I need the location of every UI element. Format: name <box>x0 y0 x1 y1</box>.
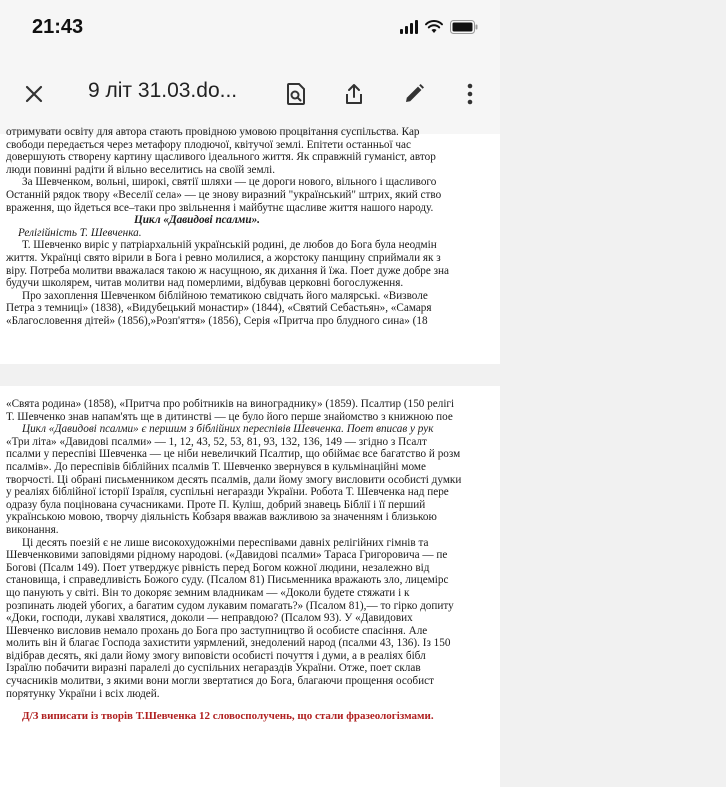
text-line: молить він й благає Господа захистити уярмлений, знедолений народ (псалми 43, 136). Із 150 <box>6 637 451 650</box>
text-line: За Шевченком, вольні, широкі, святії шляхи — це дороги нового, вільного і щасливого <box>22 176 437 189</box>
text-line: «Доки, господи, лукаві хвалятися, доколи — неправдою? (Псалом 93). У «Давидових <box>6 612 413 625</box>
share-button[interactable] <box>338 78 370 110</box>
text-line: порятунку України і всіх людей. <box>6 687 160 700</box>
status-icons <box>400 20 478 34</box>
text-line: що панують у світі. Він то докоряє земним владникам — «Доколи будете стяжати і к <box>6 586 410 599</box>
text-line: Шевченковими заповідями рідному народові. («Давидові псалми» Тараса Григоровича — пе <box>6 549 448 562</box>
text-line: Останній рядок твору «Веселії села» — це знову виразний "український" штрих, який ство <box>6 188 442 201</box>
text-line: враження, що йдеться все–таки про звільнення і майбутнє щасливе життя нашого народу. <box>6 201 434 214</box>
text-line: Т. Шевченко знав напам'ять ще в дитинстві — це було його перше знайомство з книжною пое <box>6 410 453 423</box>
text-line: «Свята родина» (1858), «Притча про робітників на винограднику» (1859). Псалтир (150 релігі <box>6 398 455 410</box>
cellular-signal-icon <box>400 20 418 34</box>
text-line: будучи школярем, читав молитви над померлими, відбував церковні богослуження. <box>6 277 404 290</box>
text-line: у реаліях біблійної історії Ізраїля, суспільні негаразди України. Робота Т. Шевченка над пере <box>6 486 449 499</box>
text-line: життя. Українці свято вірили в Бога і ревно молилися, а жорстоку панщину сприймали як з <box>6 251 441 264</box>
document-title: 9 літ 31.03.do... <box>88 79 238 102</box>
text-line: відібрав десять, які дали йому змогу виповісти особисті почуття і думи, а в реаліях бібл <box>6 649 426 662</box>
text-line: люди повинні радіти й вільно веселитись на своїй землі. <box>6 163 276 176</box>
text-line: Про захоплення Шевченком біблійною тематикою свідчать його малярські. «Визволе <box>22 289 428 302</box>
text-line: «Благословення дітей» (1856),»Розп'яття» (1856), Серія «Притча про блудного сина» (18 <box>6 314 428 327</box>
text-line: Богові (Псалм 149). Поет утверджує рівність перед Богом кожної людини, незалежно від <box>6 561 430 574</box>
section-heading: Цикл «Давидові псалми». <box>134 214 260 227</box>
text-line: «Три літа» «Давидові псалми» — 1, 12, 43, 52, 53, 81, 93, 132, 136, 149 — згідно з Псалт <box>6 435 427 448</box>
text-line: Ці десять поезій є не лише високохудожніми переспівами давніх релігійних гімнів та <box>22 536 429 549</box>
text-line: одразу була поцінована сучасниками. Проте П. Куліш, добрий знавець Біблії і її перший <box>6 498 426 511</box>
text-line: виконання. <box>6 523 59 536</box>
document-toolbar <box>0 54 500 134</box>
text-line: творчості. Ці обрані письменником десять псалмів, дали йому змогу висловити особисті думки <box>6 473 462 486</box>
text-line: Петра з темниці» (1838), «Видубецький монастир» (1844), «Святий Себастьян», «Самаря <box>6 302 432 315</box>
page-1-text <box>6 126 726 328</box>
edit-pencil-icon <box>403 83 425 105</box>
text-line: сучасників молитви, з якими вони могли звертатися до Бога, благаючи прощення особист <box>6 675 434 688</box>
document-search-icon <box>284 82 308 106</box>
text-line: становища, і справедливість Божого суду. (Псалом 81) Письменника вражають зло, лицемірс <box>6 574 449 587</box>
close-button[interactable] <box>18 78 50 110</box>
close-icon <box>24 84 44 104</box>
search-in-document-button[interactable] <box>280 78 312 110</box>
status-bar <box>0 0 500 54</box>
page-2-text <box>6 398 726 723</box>
document-page-2[interactable] <box>0 386 500 787</box>
share-icon <box>343 82 365 106</box>
text-line: віру. Потреба молитви вважалася такою ж насущною, як дихання й їжа. Поет дуже добре зна <box>6 264 450 277</box>
homework-assignment: Д/З виписати із творів Т.Шевченка 12 словосполучень, що стали фразеологізмами. <box>22 710 434 723</box>
wifi-icon <box>425 20 443 34</box>
text-line: українською мовою, творчу діяльність Кобзаря вважав важливою за значенням і близькою <box>6 511 437 524</box>
section-subheading: Релігійність Т. Шевченка. <box>18 226 142 239</box>
battery-icon <box>450 20 478 34</box>
text-line: розпинать людей убогих, а багатим судом лукавим помагать?» (Псалом 81),— то гірко допиту <box>6 599 454 612</box>
text-line: Цикл «Давидові псалми» є першим з біблійних переспівів Шевченка. Поет вписав у рук <box>22 423 434 436</box>
status-time: 21:43 <box>32 16 84 38</box>
text-line: свободи передається через метафору плодючої, квітучої землі. Епітети останньої час <box>6 138 411 151</box>
text-line: псалми у переспіві Шевченка — це ніби невеличкий Псалтир, що обіймає все багатство й розм <box>6 448 461 461</box>
text-line: отримувати освіту для автора стають провідною умовою процвітання суспільства. Кар <box>6 126 420 138</box>
document-page-1[interactable] <box>0 126 500 364</box>
text-line: довершують створену картину щасливого ідеального життя. Як справжній гуманіст, автор <box>6 151 436 164</box>
more-options-button[interactable] <box>454 78 486 110</box>
text-line: Т. Шевченко виріс у патріархальній українській родині, де любов до Бога була неодмін <box>22 239 437 252</box>
text-line: псалмів». До переспівів біблійних псалмів Т. Шевченко звернувся в кульмінаційні моме <box>6 460 426 473</box>
text-line: Ізраїлю побачити виразні паралелі до суспільних негараздів України. Отже, поет склав <box>6 662 421 675</box>
edit-button[interactable] <box>398 78 430 110</box>
text-line: Шевченко висловив немало прохань до Бога про заступництво й особисте спасіння. Але <box>6 624 428 637</box>
more-vert-icon <box>466 83 474 105</box>
